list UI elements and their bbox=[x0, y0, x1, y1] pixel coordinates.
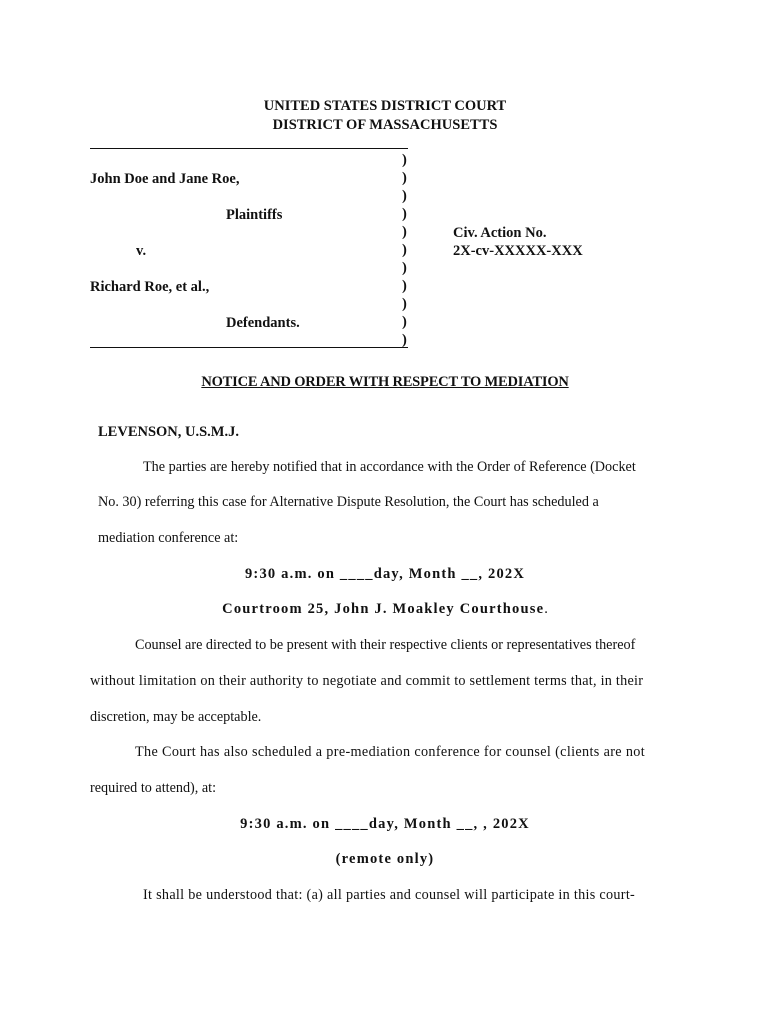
caption-paren: ) bbox=[402, 296, 407, 312]
document-title: NOTICE AND ORDER WITH RESPECT TO MEDIATION bbox=[201, 374, 569, 390]
mediation-location-period: . bbox=[544, 601, 548, 617]
para3-line2: required to attend), at: bbox=[90, 780, 217, 796]
para3-line1: The Court has also scheduled a pre-mediation conference for counsel (clients are not bbox=[135, 744, 646, 760]
civ-action-label: Civ. Action No. bbox=[453, 225, 547, 241]
caption-paren: ) bbox=[402, 260, 407, 276]
caption-paren: ) bbox=[402, 170, 407, 186]
caption-paren: ) bbox=[402, 242, 407, 258]
pre-mediation-time: 9:30 a.m. on ____day, Month __, , 202X bbox=[240, 816, 530, 832]
pre-mediation-mode: (remote only) bbox=[335, 851, 435, 867]
caption-paren: ) bbox=[402, 278, 407, 294]
plaintiffs-label: Plaintiffs bbox=[226, 207, 283, 223]
court-district: DISTRICT OF MASSACHUSETTS bbox=[272, 117, 498, 133]
caption-paren: ) bbox=[402, 206, 407, 222]
caption-top-rule bbox=[90, 148, 408, 149]
caption-paren: ) bbox=[402, 152, 407, 168]
defendants-names: Richard Roe, et al., bbox=[90, 279, 210, 295]
mediation-time: 9:30 a.m. on ____day, Month __, 202X bbox=[244, 566, 526, 582]
para1-line3: mediation conference at: bbox=[98, 530, 239, 546]
para4-line1: It shall be understood that: (a) all parties and counsel will participate in this court- bbox=[143, 887, 636, 903]
caption-paren: ) bbox=[402, 314, 407, 330]
plaintiffs-names: John Doe and Jane Roe, bbox=[90, 171, 240, 187]
mediation-location bbox=[0, 601, 770, 618]
para1-line1: The parties are hereby notified that in accordance with the Order of Reference (Docket bbox=[143, 459, 636, 475]
defendants-label: Defendants. bbox=[226, 315, 300, 331]
caption-paren: ) bbox=[402, 224, 407, 240]
caption-paren: ) bbox=[402, 188, 407, 204]
judge-name: LEVENSON, U.S.M.J. bbox=[98, 424, 239, 440]
para2-line2: without limitation on their authority to negotiate and commit to settlement terms that, in their bbox=[90, 673, 644, 689]
civ-action-number: 2X-cv-XXXXX-XXX bbox=[453, 243, 583, 259]
versus: v. bbox=[136, 243, 147, 259]
caption-bottom-rule bbox=[90, 347, 408, 348]
para1-line2: No. 30) referring this case for Alternative Dispute Resolution, the Court has scheduled a bbox=[98, 494, 599, 510]
mediation-location-text: Courtroom 25, John J. Moakley Courthouse bbox=[222, 601, 545, 617]
para2-line1: Counsel are directed to be present with their respective clients or representatives thereof bbox=[135, 637, 636, 653]
court-name: UNITED STATES DISTRICT COURT bbox=[263, 98, 507, 114]
caption-paren: ) bbox=[402, 332, 407, 348]
para2-line3: discretion, may be acceptable. bbox=[90, 709, 262, 725]
